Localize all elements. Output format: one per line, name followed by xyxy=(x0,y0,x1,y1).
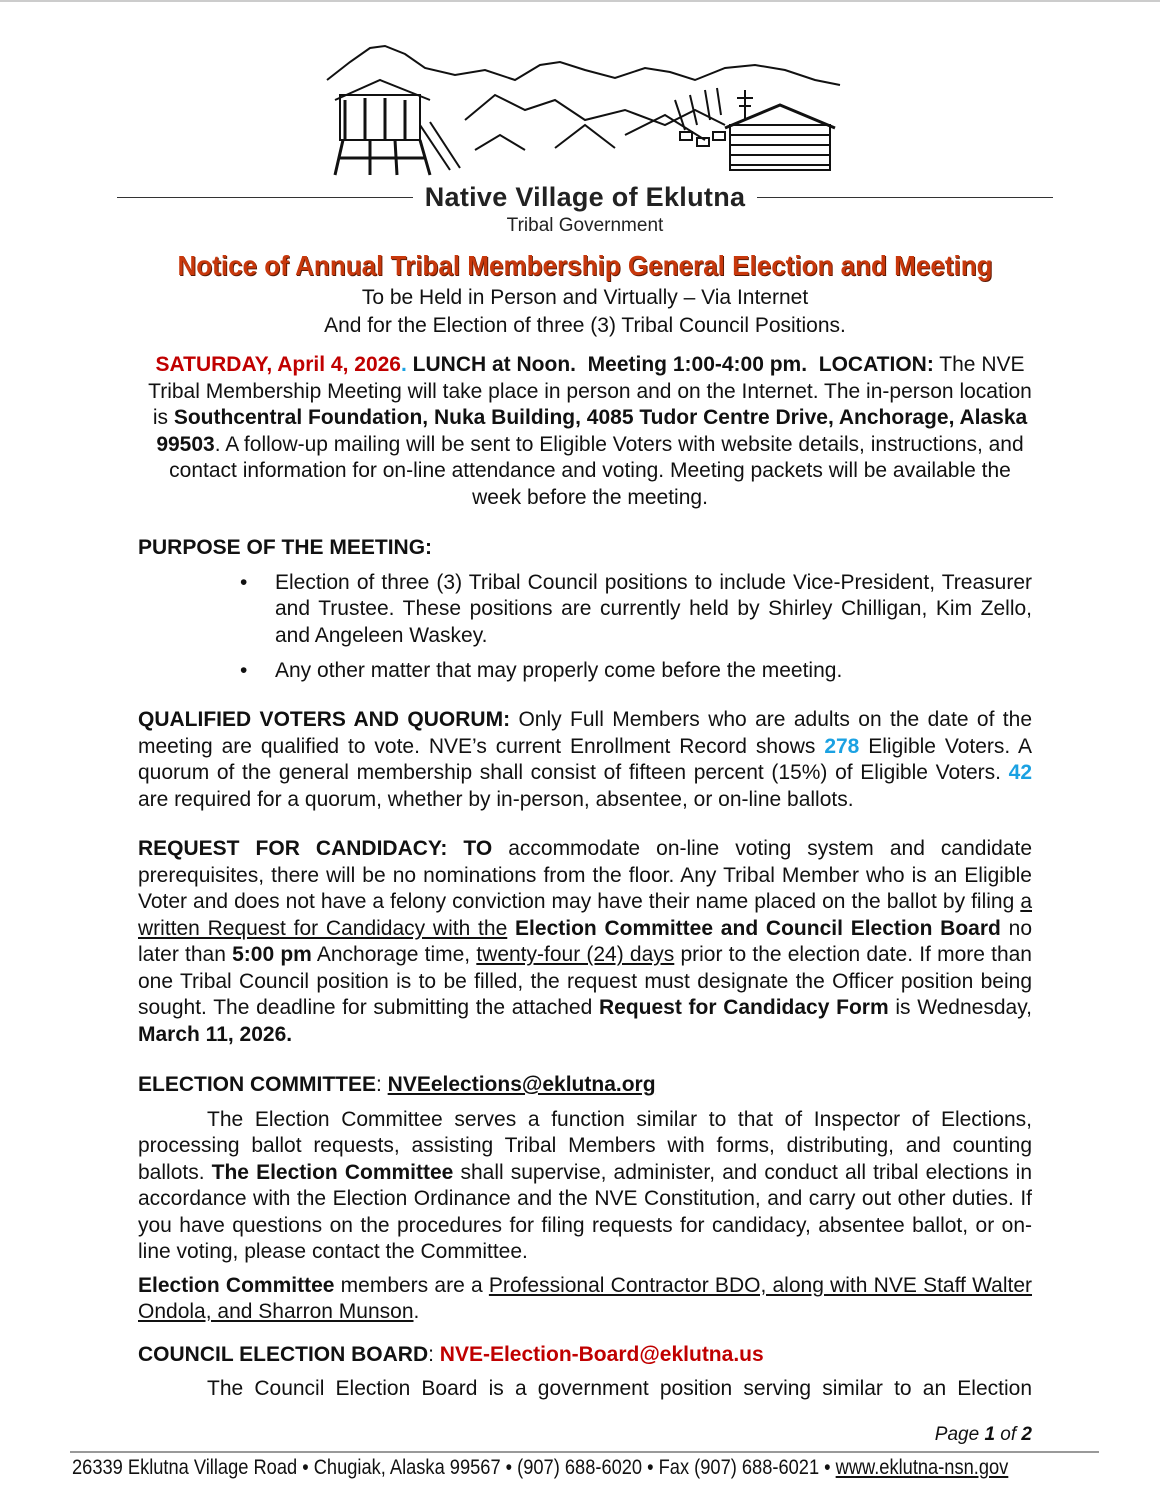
footer-divider xyxy=(70,1451,1099,1453)
meeting-location: Southcentral Foundation, Nuka Building, 4085 Tudor Centre Drive, Anchorage, Alaska 99503 xyxy=(156,406,1028,456)
eligible-voter-count: 278 xyxy=(824,734,860,758)
purpose-list xyxy=(138,570,1032,685)
quorum-count: 42 xyxy=(1008,761,1032,784)
board-email-link[interactable]: NVE-Election-Board@eklutna.us xyxy=(439,1343,764,1366)
members-names: Professional Contractor BDO, along with NVE Staff Walter Ondola, and Sharron Munson xyxy=(138,1273,1032,1323)
purpose-section xyxy=(138,535,1032,694)
voters-text-3: are required for a quorum, whether by in-person, absentee, or on-line ballots. xyxy=(138,787,854,811)
candidacy-form-name: Request for Candidacy Form xyxy=(598,996,889,1019)
title-rule-left xyxy=(117,197,413,198)
organization-name: Native Village of Eklutna xyxy=(424,182,746,212)
bullet-text: Election of three (3) Tribal Council positions to include Vice-President, Treasurer and Trustee. These positions are currently held by Shirley Chilligan, Kim Zello, and Angeleen Waskey. xyxy=(275,570,1032,647)
committee-description xyxy=(138,1107,1032,1266)
colon: : xyxy=(376,1073,388,1096)
committee-text-2: shall supervise, administer, and conduct all tribal elections in accordance with the Election Ordinance and the NVE Constitution, and carry out other duties. If you have questions on the procedures for filing requests for candidacy, absentee ballot, or on-line voting, please contact the Committee. xyxy=(138,1160,1033,1263)
candidacy-heading: REQUEST FOR CANDIDACY: TO xyxy=(138,837,493,860)
page-top-border xyxy=(0,0,1160,2)
council-election-board-section xyxy=(138,1342,1032,1402)
footer-address: 26339 Eklutna Village Road • Chugiak, Alaska 99567 • (907) 688-6020 • Fax (907) 688-6021 • xyxy=(72,1456,836,1479)
candidacy-text-2: no later than xyxy=(138,916,1033,966)
board-heading: COUNCIL ELECTION BOARD xyxy=(138,1343,429,1366)
letterhead-title-row xyxy=(117,182,1053,213)
voters-quorum-paragraph xyxy=(138,707,1032,813)
voters-text-2: Eligible Voters. A quorum of the general membership shall consist of fifteen percent (15%) of Eligible Voters. xyxy=(138,734,1032,784)
board-description: The Council Election Board is a government position serving similar to an Election xyxy=(207,1376,1032,1400)
notice-subtitle-2: And for the Election of three (3) Tribal Council Positions. xyxy=(324,314,846,337)
website-link[interactable]: www.eklutna-nsn.gov xyxy=(835,1456,1009,1479)
bullet-text: Any other matter that may properly come before the meeting. xyxy=(275,659,843,682)
members-text: members are a xyxy=(334,1273,489,1297)
bullet-icon: • xyxy=(240,659,248,682)
lunch-time: LUNCH at Noon. xyxy=(412,353,576,376)
committee-text: The Election Committee serves a function similar to that of Inspector of Elections, processing ballot requests, assisting Tribal Members with forms, distributing, and counting ballots. xyxy=(138,1107,1032,1184)
notice-title: Notice of Annual Tribal Membership General Election and Meeting xyxy=(177,250,993,281)
voters-text: Only Full Members who are adults on the date of the meeting are qualified to vote. NVE’s current Enrollment Record shows xyxy=(138,708,1032,758)
committee-heading-row xyxy=(138,1072,1032,1099)
title-rule-right xyxy=(757,197,1053,198)
purpose-heading: PURPOSE OF THE MEETING: xyxy=(138,536,433,559)
footer-contact xyxy=(72,1456,1008,1480)
page-number xyxy=(935,1424,1032,1446)
total-pages: 2 xyxy=(1021,1424,1032,1445)
meeting-time: Meeting 1:00-4:00 pm. xyxy=(587,353,808,376)
intro-text-2: . A follow-up mailing will be sent to Eligible Voters with website details, instructions, and contact information for on-line attendance and voting. Meeting packets will be available the week before the meeting. xyxy=(169,432,1024,509)
deadline-time: 5:00 pm xyxy=(232,943,312,966)
committee-members xyxy=(138,1273,1032,1326)
candidacy-request-text: a written Request for Candidacy with the xyxy=(138,890,1032,940)
members-end: . xyxy=(413,1300,420,1323)
page-label: Page xyxy=(934,1424,985,1445)
notice-subtitle-1: To be Held in Person and Virtually – Via Internet xyxy=(361,286,809,309)
location-label: LOCATION: xyxy=(818,353,934,376)
bullet-icon: • xyxy=(240,570,248,594)
candidacy-text-5: is Wednesday, xyxy=(888,996,1032,1019)
eklutna-logo-illustration xyxy=(325,40,845,180)
committee-heading: ELECTION COMMITTEE xyxy=(138,1073,376,1096)
voters-heading: QUALIFIED VOTERS AND QUORUM: xyxy=(138,708,511,731)
days-prior-text: twenty-four (24) days xyxy=(476,943,675,966)
date-period: . xyxy=(400,353,407,376)
organization-subtitle: Tribal Government xyxy=(506,215,664,236)
election-committee-section xyxy=(138,1072,1032,1326)
committee-board-name: Election Committee and Council Election Board xyxy=(507,916,1001,940)
board-heading-row xyxy=(138,1342,1032,1369)
committee-name: The Election Committee xyxy=(211,1160,454,1184)
current-page: 1 xyxy=(984,1424,996,1445)
candidacy-paragraph xyxy=(138,836,1032,1048)
candidacy-text-3: Anchorage time, xyxy=(311,943,477,966)
candidacy-deadline: March 11, 2026. xyxy=(138,1022,293,1046)
purpose-bullet xyxy=(138,570,1032,650)
candidacy-text: accommodate on-line voting system and candidate prerequisites, there will be no nominations from the floor. Any Tribal Member who is an Eligible Voter and does not have a felony conviction may have their name placed on the ballot by filing xyxy=(138,837,1032,913)
page-of: of xyxy=(995,1424,1022,1445)
meeting-date: SATURDAY, April 4, 2026 xyxy=(155,353,401,376)
meeting-details-paragraph xyxy=(143,352,1037,511)
intro-text: The NVE Tribal Membership Meeting will take place in person and on the Internet. The in-person location is xyxy=(148,353,1032,429)
candidacy-text-4: prior to the election date. If more than one Tribal Council position is to be filled, the request must designate the Officer position being sought. The deadline for submitting the attached xyxy=(138,943,1032,1019)
purpose-bullet xyxy=(138,658,1032,685)
committee-email-link[interactable]: NVEelections@eklutna.org xyxy=(387,1073,656,1096)
colon: : xyxy=(428,1343,440,1366)
members-label: Election Committee xyxy=(138,1273,335,1297)
